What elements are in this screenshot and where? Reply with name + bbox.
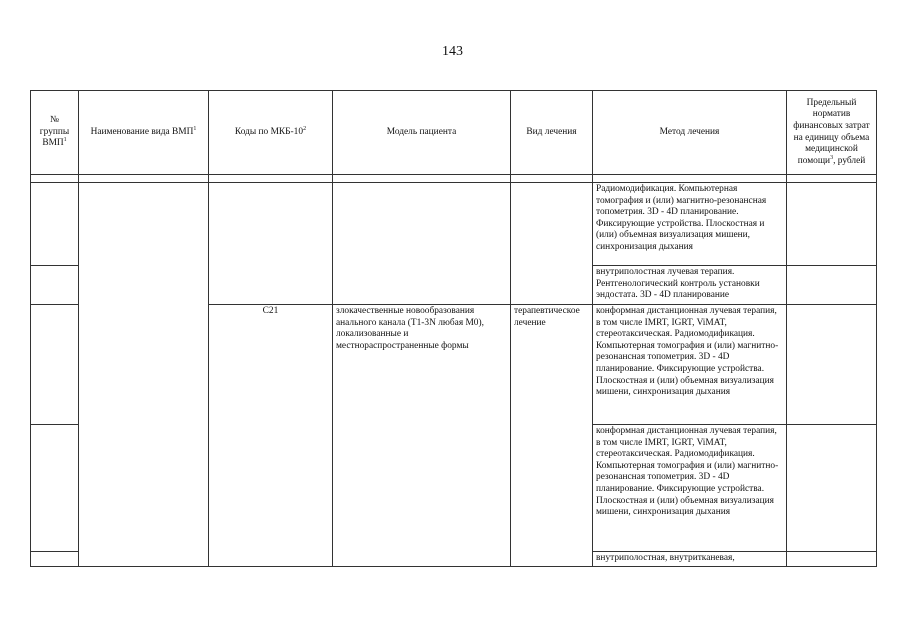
cell-group-number — [31, 552, 79, 567]
cell-cost-standard — [787, 183, 877, 266]
header-group-number — [31, 91, 79, 175]
cell-cost-standard — [787, 425, 877, 552]
cell-patient-model: злокачественные новообразования анального канала (T1-3N любая M0), локализованные и местнораспространенные формы — [333, 305, 511, 567]
header-group-number-line3-wrap — [34, 138, 75, 150]
header-patient-model: Модель пациента — [333, 91, 511, 175]
header-group-number-line3: ВМП — [42, 138, 64, 149]
header-cost-standard — [787, 91, 877, 175]
cell-treatment-method: Радиомодификация. Компьютерная томография и (или) магнитно-резонансная топометрия. 3D - 4D планирование. Фиксирующие устройства. Плоскостная и (или) объемная визуализация мишени, синхронизация дыхания — [593, 183, 787, 266]
cell-icd-codes — [209, 183, 333, 305]
cell-patient-model — [333, 183, 511, 305]
header-icd-codes-sup: 2 — [303, 125, 307, 132]
header-treatment-method: Метод лечения — [593, 91, 787, 175]
table-row — [31, 183, 877, 266]
cell-treatment-method: внутриполостная лучевая терапия. Рентгенологический контроль установки эндостата. 3D - 4D планирование — [593, 266, 787, 305]
cell-treatment-method: конформная дистанционная лучевая терапия, в том числе IMRT, IGRT, ViMAT, стереотаксическая. Радиомодификация. Компьютерная томография и (или) магнитно-резонансная топометрия. 3D - 4D планирование. Фиксирующие устройства. Плоскостная и (или) объемная визуализация мишени, синхронизация дыхания — [593, 305, 787, 425]
cell-treatment-type — [511, 183, 593, 305]
cell-cost-standard — [787, 305, 877, 425]
header-icd-codes — [209, 91, 333, 175]
cell-treatment-type: терапевтическое лечение — [511, 305, 593, 567]
spacer-row — [31, 175, 877, 183]
header-cost-standard-text: Предельный норматив финансовых затрат на единицу объема медицинской помощи — [793, 97, 870, 166]
vmp-table — [30, 90, 877, 567]
cell-cost-standard — [787, 266, 877, 305]
page-number: 143 — [442, 44, 463, 59]
header-row — [31, 91, 877, 175]
cell-icd-codes: С21 — [209, 305, 333, 567]
cell-vmp-name — [79, 183, 209, 567]
cell-cost-standard — [787, 552, 877, 567]
header-icd-codes-text: Коды по МКБ-10 — [234, 126, 304, 137]
header-group-number-sup: 1 — [63, 137, 67, 144]
header-group-number-line1: № — [50, 115, 59, 126]
cell-treatment-method: внутриполостная, внутритканевая, — [593, 552, 787, 567]
header-cost-standard-sup: 3 — [830, 154, 834, 161]
header-vmp-name-sup: 1 — [193, 125, 197, 132]
header-vmp-name-text: Наименование вида ВМП — [90, 126, 194, 137]
header-treatment-type: Вид лечения — [511, 91, 593, 175]
cell-treatment-method: конформная дистанционная лучевая терапия, в том числе IMRT, IGRT, ViMAT, стереотаксическая. Радиомодификация. Компьютерная томография и (или) магнитно-резонансная топометрия. 3D - 4D планирование. Фиксирующие устройства. Плоскостная и (или) объемная визуализация мишени, синхронизация дыхания — [593, 425, 787, 552]
cell-group-number — [31, 266, 79, 305]
header-vmp-name — [79, 91, 209, 175]
header-cost-standard-unit: , рублей — [833, 155, 866, 166]
cell-group-number — [31, 425, 79, 552]
header-group-number-line2: группы — [39, 126, 70, 137]
cell-group-number — [31, 305, 79, 425]
cell-group-number — [31, 183, 79, 266]
